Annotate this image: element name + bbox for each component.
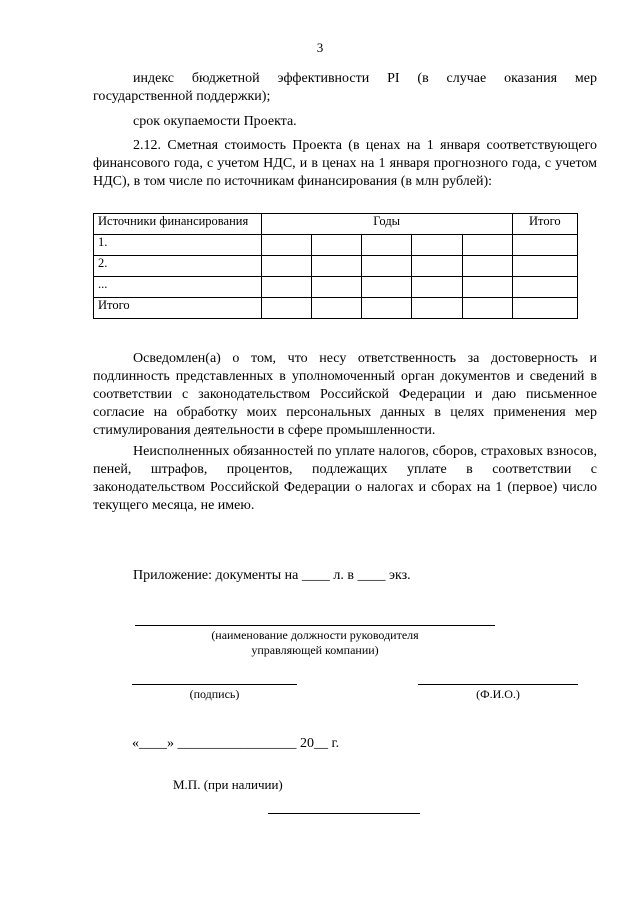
page-number: 3: [316, 40, 324, 55]
table-cell: [412, 298, 462, 319]
responsibility-statement: Осведомлен(а) о том, что несу ответственность за достоверность и подлинность представленных в уполномоченный орган документов и сведений в соответствии с законодательством Российской Федерации и даю письменное согласие на обработку моих персональных данных в целях применения мер стимулирования деятельности в сфере промышленности.: [93, 351, 597, 438]
table-cell: [311, 256, 361, 277]
table-cell: [512, 235, 577, 256]
header-total: Итого: [512, 214, 577, 235]
table-cell: [261, 256, 311, 277]
row-label: ...: [94, 277, 262, 298]
table-cell: [362, 298, 412, 319]
table-cell: [311, 277, 361, 298]
table-cell: [261, 235, 311, 256]
table-cell: [261, 298, 311, 319]
header-years: Годы: [261, 214, 512, 235]
attachment-line: Приложение: документы на ____ л. в ____ экз.: [133, 568, 411, 583]
table-cell: [462, 235, 512, 256]
table-cell: [512, 298, 577, 319]
table-cell: [412, 256, 462, 277]
signature-line: [132, 684, 297, 685]
signature-caption: (подпись): [189, 687, 240, 701]
table-cell: [362, 256, 412, 277]
budget-index-item: индекс бюджетной эффективности PI (в случае оказания мер государственной поддержки);: [93, 71, 597, 104]
stamp-label: М.П. (при наличии): [173, 777, 283, 792]
table-cell: [462, 256, 512, 277]
position-caption: (наименование должности руководителя: [211, 628, 419, 642]
table-cell: [462, 298, 512, 319]
table-cell: [311, 298, 361, 319]
position-signature-line: [135, 625, 495, 626]
header-sources: Источники финансирования: [94, 214, 262, 235]
table-row: [94, 298, 578, 319]
table-cell: [311, 235, 361, 256]
table-cell: [412, 277, 462, 298]
row-label: 2.: [94, 256, 262, 277]
table-cell: [462, 277, 512, 298]
name-line: [418, 684, 578, 685]
table-cell: [512, 256, 577, 277]
table-cell: [261, 277, 311, 298]
table-cell: [512, 277, 577, 298]
table-row: [94, 235, 578, 256]
row-label: 1.: [94, 235, 262, 256]
cost-clause: 2.12. Сметная стоимость Проекта (в ценах на 1 января соответствующего финансового года, с учетом НДС, и в ценах на 1 января прогнозного года, с учетом НДС), в том числе по источникам финансирования (в млн рублей):: [93, 138, 597, 189]
name-caption: (Ф.И.О.): [476, 687, 520, 701]
no-debts-statement: Неисполненных обязанностей по уплате налогов, сборов, страховых взносов, пеней, штрафов, процентов, подлежащих уплате в соответствии с законодательством Российской Федерации о налогах и сборах на 1 (первое) число текущего месяца, не имею.: [93, 444, 597, 513]
table-cell: [362, 235, 412, 256]
row-label: Итого: [94, 298, 262, 319]
table-cell: [412, 235, 462, 256]
company-caption: управляющей компании): [251, 643, 379, 657]
payback-item: срок окупаемости Проекта.: [133, 114, 297, 129]
table-header-row: [94, 214, 578, 235]
table-row: [94, 256, 578, 277]
table-cell: [362, 277, 412, 298]
stamp-line: [268, 813, 420, 814]
financing-table: [93, 213, 578, 319]
table-row: [94, 277, 578, 298]
date-line: «____» _________________ 20__ г.: [132, 736, 340, 751]
